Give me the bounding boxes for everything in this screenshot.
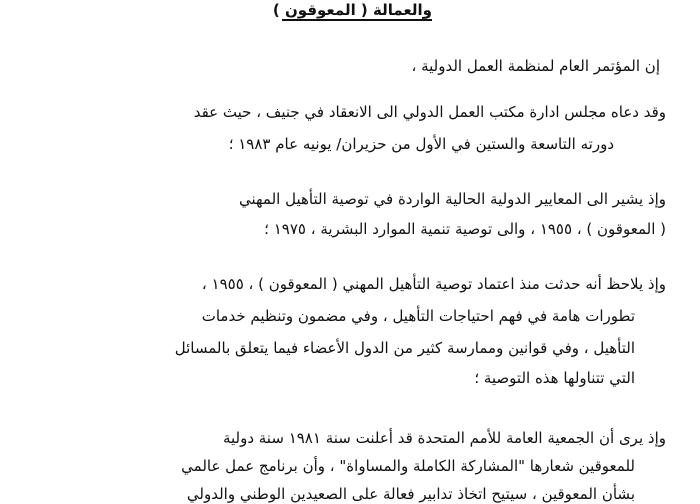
- paragraph-3-line-3: التأهيل ، وفي قوانين وممارسة كثير من الدول الأعضاء فيما يتعلق بالمسائل: [174, 339, 635, 357]
- paragraph-2-line-2: ( المعوقون ) ، ١٩٥٥ ، والى توصية تنمية الموارد البشرية ، ١٩٧٥ ؛: [264, 220, 666, 238]
- paragraph-2-line-1: وإذ يشير الى المعايير الدولية الحالية الواردة في توصية التأهيل المهني: [238, 190, 666, 208]
- document-header: والعمالة ( المعوقون ): [272, 1, 432, 19]
- paragraph-4-line-3: بشأن المعوقين ، سيتيح اتخاذ تدابير فعالة على الصعيدين الوطني والدولي: [186, 485, 635, 503]
- address-line: إن المؤتمر العام لمنظمة العمل الدولية ،: [411, 57, 660, 75]
- paragraph-3-line-2: تطورات هامة في فهم احتياجات التأهيل ، وفي مضمون وتنظيم خدمات: [201, 307, 635, 325]
- paragraph-1-line-2: دورته التاسعة والستين في الأول من حزيران/ يونيه عام ١٩٨٣ ؛: [228, 135, 614, 153]
- paragraph-4-line-1: وإذ يرى أن الجمعية العامة للأمم المتحدة قد أعلنت سنة ١٩٨١ سنة دولية: [222, 429, 666, 447]
- header-underline: [282, 19, 432, 21]
- paragraph-3-line-4: التي تتناولها هذه التوصية ؛: [474, 369, 635, 387]
- paragraph-1-line-1: وقد دعاه مجلس ادارة مكتب العمل الدولي الى الانعقاد في جنيف ، حيث عقد: [193, 103, 666, 121]
- paragraph-4-line-2: للمعوقين شعارها "المشاركة الكاملة والمساواة" ، وأن برنامج عمل عالمي: [181, 457, 635, 475]
- paragraph-3-line-1: وإذ يلاحظ أنه حدثت منذ اعتماد توصية التأهيل المهني ( المعوقون ) ، ١٩٥٥ ،: [201, 275, 666, 293]
